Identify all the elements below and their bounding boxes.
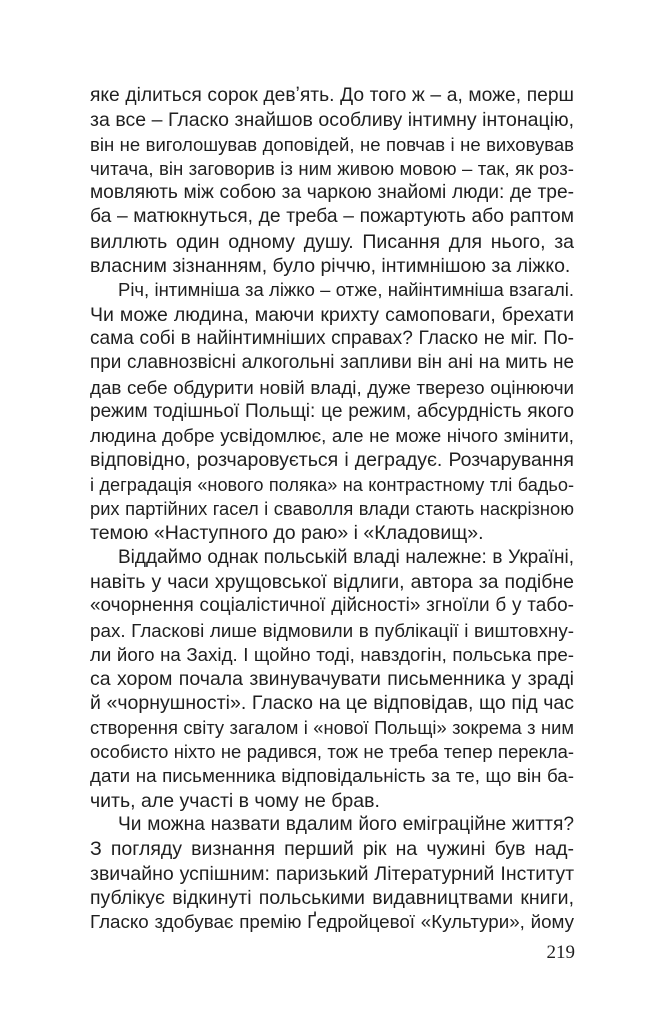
paragraph-1	[90, 84, 574, 278]
text-line: дав себе обдурити новій владі, дуже тверезо оцінюючи	[90, 376, 574, 398]
text-line: «очорнення соціалістичної дійсності» згноїли б у табо-	[90, 595, 574, 617]
text-line: відповідно, розчаровується і деградує. Розчарування	[90, 449, 574, 472]
text-line: рах. Гласкові лише відмовили в публікації і виштовхну-	[90, 619, 574, 641]
text-line: він не виголошував доповідей, не повчав і не виховував	[90, 133, 574, 155]
text-line: яке ділиться сорок девʼять. До того ж – а, може, перш	[90, 85, 574, 106]
text-line: Чи можна назвати вдалим його еміграційне життя?	[118, 813, 574, 835]
text-line: Гласко здобуває премію Ґедройцевої «Культури», йому	[90, 911, 574, 933]
text-line: сама собі в найінтимніших справах? Гласко не міг. По-	[90, 327, 574, 349]
text-line: особисто ніхто не радився, тож не треба тепер перекла-	[90, 741, 574, 763]
text-line: при славнозвісні алкогольні запливи він ані на мить не	[90, 352, 574, 374]
text-line: темою «Наступного до раю» і «Кладовищ».	[90, 522, 484, 545]
page-number: 219	[546, 942, 575, 963]
paragraph-4	[90, 813, 574, 934]
text-line: публікує відкинуті польськими видавництвами книги,	[90, 886, 574, 909]
text-line: режим тодішньої Польщі: це режим, абсурдність якого	[90, 400, 574, 422]
text-line: власним зізнанням, було річчю, інтимнішою за ліжко.	[90, 255, 571, 278]
paragraph-2	[90, 278, 574, 545]
text-line: ба – матюкнуться, де треба – пожартують або раптом	[90, 206, 574, 228]
text-line: Чи може людина, маючи крихту самоповаги, брехати	[90, 303, 574, 326]
text-line: виллють один одному душу. Писання для нього, за	[90, 230, 574, 253]
text-line: за все – Гласко знайшов особливу інтимну інтонацію,	[90, 109, 574, 132]
text-line: ли його на Захід. І щойно тоді, навздогін, польська пре-	[90, 643, 574, 665]
text-line: са хором почала звинувачувати письменника у зраді	[90, 668, 574, 691]
text-line: мовляють між собою за чаркою знайомі люди: де тре-	[90, 182, 574, 204]
text-line: Річ, інтимніша за ліжко – отже, найінтимніша взагалі.	[118, 279, 574, 301]
text-line: людина добре усвідомлює, але не може нічого змінити,	[90, 425, 574, 447]
paragraph-3	[90, 546, 574, 813]
text-line: створення світу загалом і «нової Польщі» зокрема з ним	[90, 716, 574, 738]
text-line: навіть у часи хрущовської відлиги, автора за подібне	[90, 570, 574, 593]
body-text	[90, 84, 574, 934]
text-line: читача, він заговорив із ним живою мовою – так, як роз-	[90, 157, 574, 179]
text-line: звичайно успішним: паризький Літературний Інститут	[90, 862, 574, 885]
text-line: Віддаймо однак польській владі належне: в Україні,	[118, 546, 574, 568]
text-line: З погляду визнання перший рік на чужині був над-	[90, 838, 574, 861]
text-line: і деградація «нового поляка» на контрастному тлі бадьо-	[90, 474, 574, 495]
text-line: чить, але участі в чому не брав.	[90, 789, 380, 812]
text-line: дати на письменника відповідальність за те, що він ба-	[90, 765, 574, 787]
text-line: й «чорнушності». Гласко на це відповідав, що під час	[90, 692, 574, 715]
text-line: рих партійних гасел і сваволля влади стають наскрізною	[90, 498, 574, 520]
